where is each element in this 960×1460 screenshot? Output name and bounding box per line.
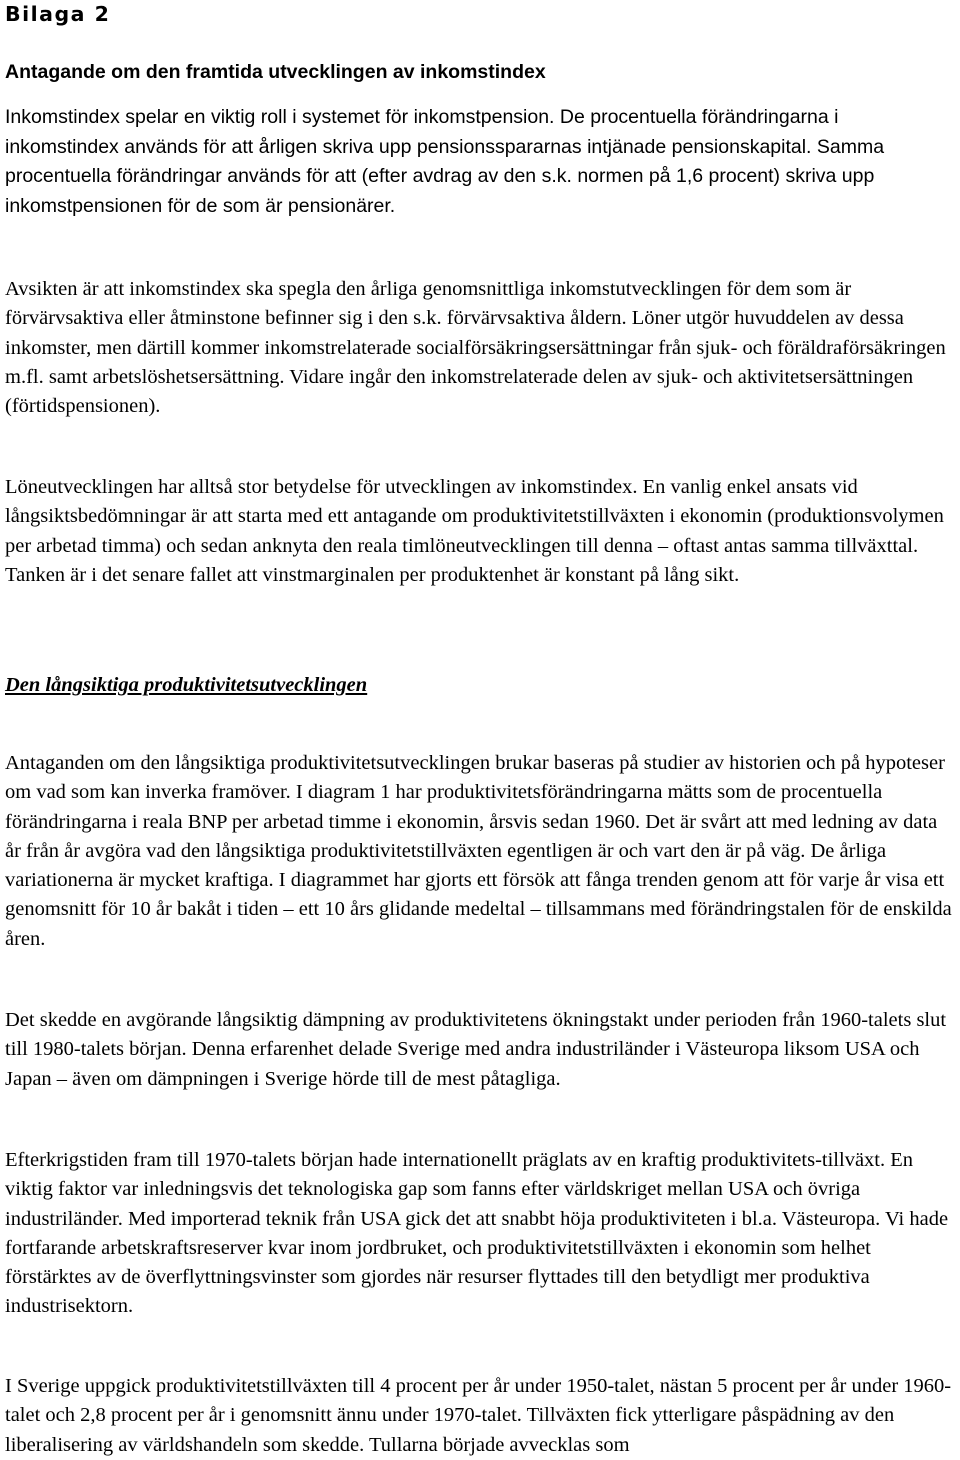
paragraph-sweden-growth: I Sverige uppgick produktivitetstillväxten till 4 procent per år under 1950-talet, nästan 5 procent per år under 1960-talet och 2,8 procent per år i genomsnitt ännu under 1970-talet. Tillväxten fick ytterligare påspädning av den liberalisering av världshandeln som skedde. Tullarna började avvecklas som <box>5 1375 952 1456</box>
subheading-productivity: Den långsiktiga produktivitetsutvecklingen <box>5 674 368 696</box>
paragraph-postwar: Efterkrigstiden fram till 1970-talets början hade internationellt präglats av en kraftig produktivitets-tillväxt. En viktig faktor var inledningsvis det teknologiska gap som fanns efter världskriget mellan USA och övriga industriländer. Med importerad teknik från USA gick det att snabbt höja produktiviteten i bl.a. Västeuropa. Vi hade fortfarande arbetskraftsreserver kvar inom jordbruket, och produktivitetstillväxten i ekonomin som helhet förstärktes av de överflyttningsvinster som gjordes när resurser flyttades till den betydligt mer produktiva industrisektorn. <box>5 1149 949 1318</box>
section-heading: Antagande om den framtida utvecklingen av inkomstindex <box>5 61 546 83</box>
paragraph-slowdown: Det skedde en avgörande långsiktig dämpning av produktivitetens ökningstakt under perioden från 1960-talets slut till 1980-talets början. Denna erfarenhet delade Sverige med andra industriländer i Västeuropa liksom USA och Japan – även om dämpningen i Sverige hörde till de mest påtagliga. <box>5 1009 947 1090</box>
paragraph-wage-development: Löneutvecklingen har alltså stor betydelse för utvecklingen av inkomstindex. En vanlig enkel ansats vid långsiktsbedömningar är att starta med ett antagande om produktivitetstillväxten i ekonomin (produktionsvolymen per arbetad timma) och sedan anknyta den reala timlöneutvecklingen till denna – oftast antas samma tillväxttal. Tanken är i det senare fallet att vinstmarginalen per produktenhet är konstant på lång sikt. <box>5 476 944 586</box>
appendix-title: Bilaga 2 <box>5 2 111 26</box>
paragraph-intro: Inkomstindex spelar en viktig roll i systemet för inkomstpension. De procentuella förändringarna i inkomstindex används för att årligen skriva upp pensionsspararnas intjänade pensionskapital. Samma procentuella förändringar används för att (efter avdrag av den s.k. normen på 1,6 procent) skriva upp inkomstpensionen för de som är pensionärer. <box>5 106 885 217</box>
paragraph-assumptions: Antaganden om den långsiktiga produktivitetsutvecklingen brukar baseras på studier av historien och på hypoteser om vad som kan inverka framöver. I diagram 1 har produktivitetsförändringarna mätts som de procentuella förändringarna i reala BNP per arbetad timme i ekonomin, årsvis sedan 1960. Det är svårt att med ledning av data år från år avgöra vad den långsiktiga produktivitetstillväxten egentligen är och vart den är på väg. De årliga variationerna är mycket kraftiga. I diagrammet har gjorts ett försök att fånga trenden genom att för varje år visa ett genomsnitt för 10 år bakåt i tiden – ett 10 års glidande medeltal – tillsammans med förändringstalen för de enskilda åren. <box>5 752 952 950</box>
paragraph-purpose: Avsikten är att inkomstindex ska spegla den årliga genomsnittliga inkomstutvecklingen för dem som är förvärvsaktiva eller åtminstone befinner sig i den s.k. förvärvsaktiva åldern. Löner utgör huvuddelen av dessa inkomster, men därtill kommer inkomstrelaterade socialförsäkringsersättningar från sjuk- och föräldraförsäkringen m.fl. samt arbetslöshetsersättning. Vidare ingår den inkomstrelaterade delen av sjuk- och aktivitetsersättningen (förtidspensionen). <box>5 278 946 418</box>
